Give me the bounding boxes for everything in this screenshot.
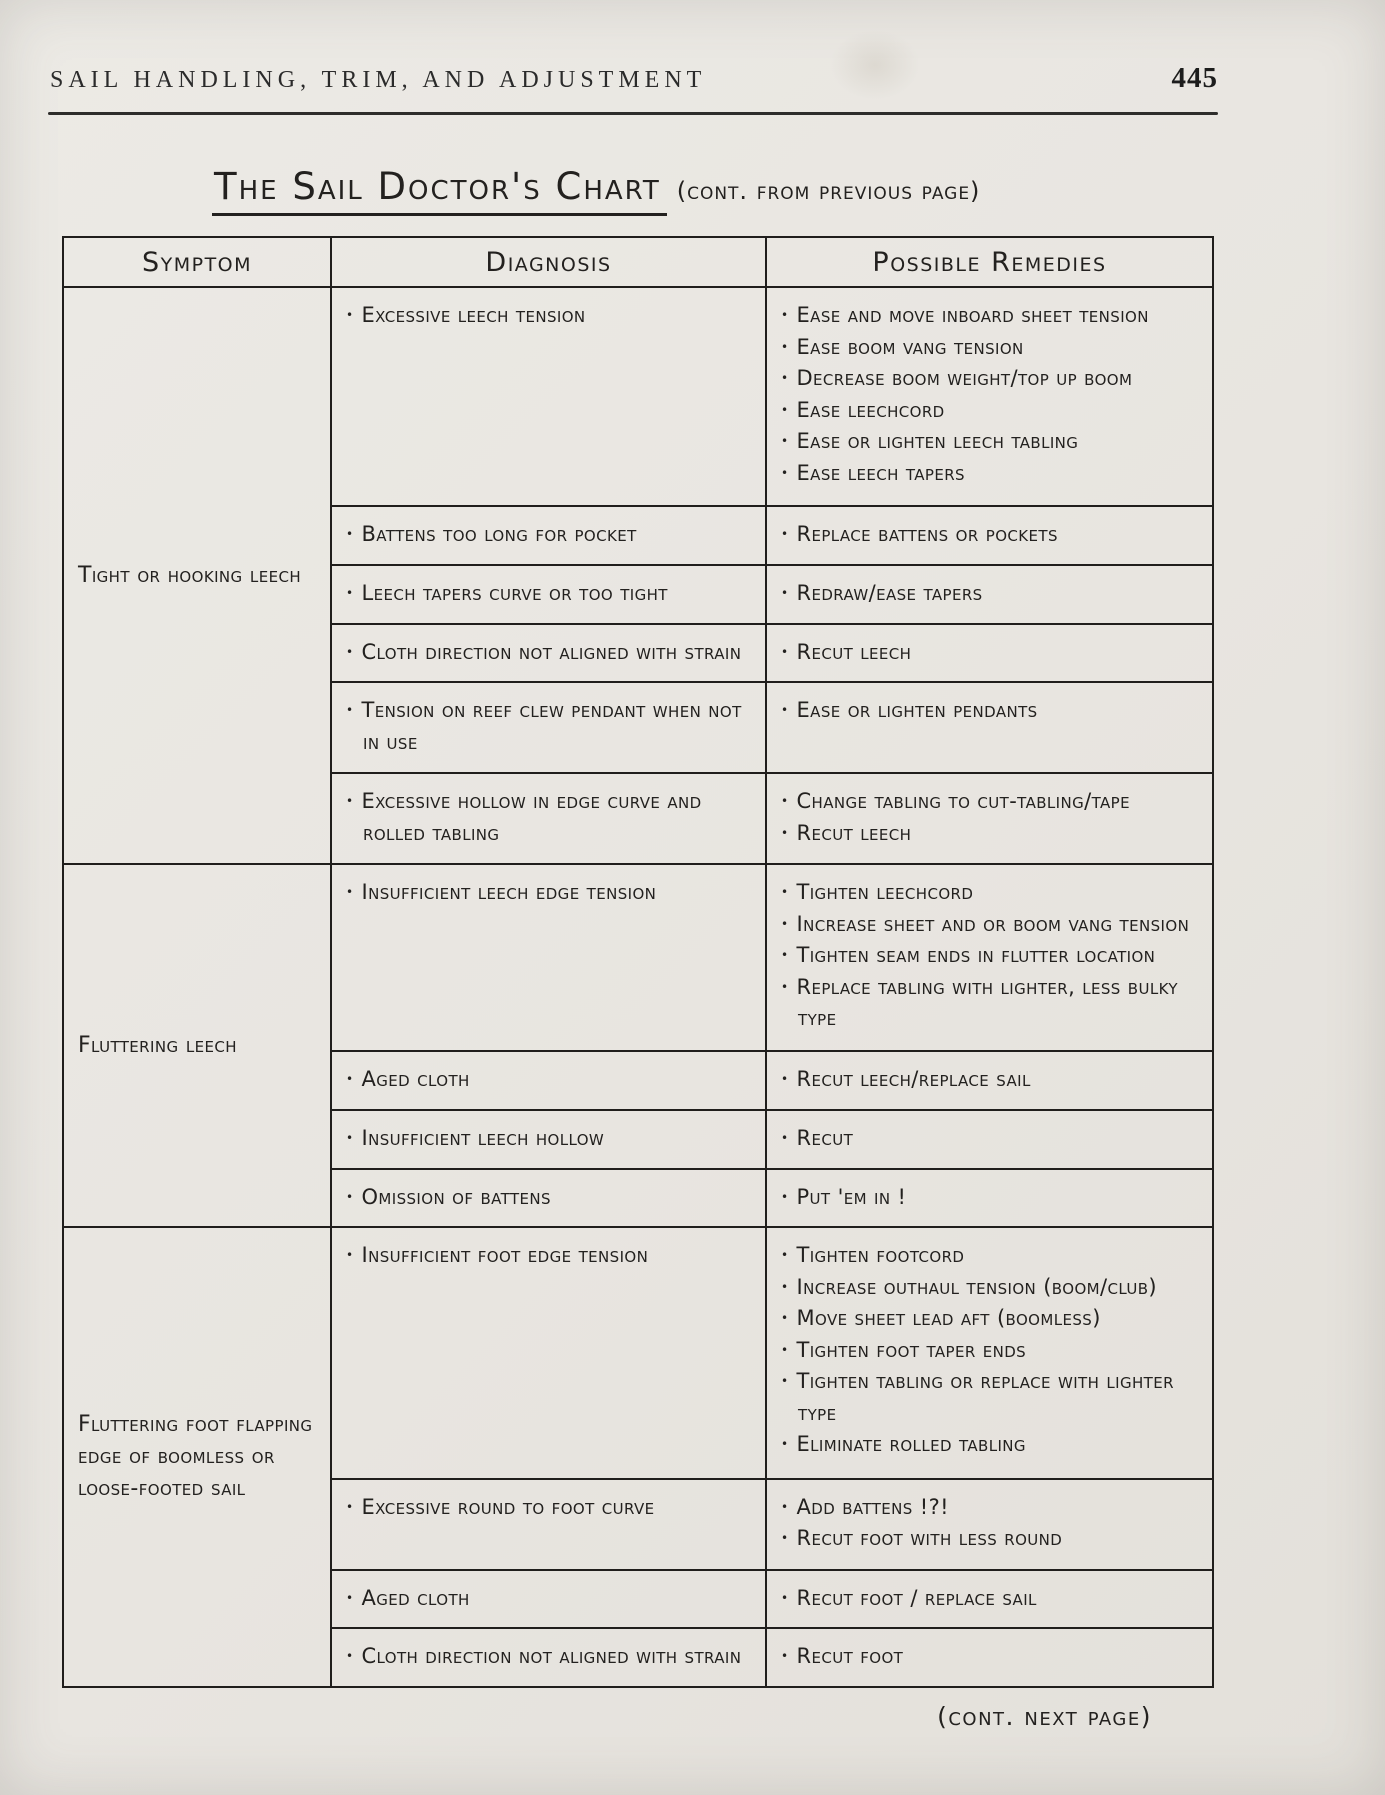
remedy-line: • Ease or lighten pendants xyxy=(781,695,1198,727)
chart-title xyxy=(212,165,980,208)
diagnosis-cell xyxy=(331,1051,766,1110)
diagnosis-cell xyxy=(331,624,766,683)
footer-note: (cont. next page) xyxy=(937,1702,1152,1731)
remedy-line: • Tighten seam ends in flutter location xyxy=(781,940,1198,972)
table-row xyxy=(63,864,1213,1051)
diagnosis-text: • Insufficient foot edge tension xyxy=(346,1240,751,1272)
remedies-cell xyxy=(766,1169,1213,1228)
column-header-diagnosis: Diagnosis xyxy=(331,237,766,287)
remedies-cell xyxy=(766,1628,1213,1687)
symptom-cell: Tight or hooking leech xyxy=(63,287,331,864)
remedies-cell xyxy=(766,773,1213,864)
remedies-cell xyxy=(766,682,1213,773)
header-row xyxy=(63,237,1213,287)
remedy-line: • Move sheet lead aft (boomless) xyxy=(781,1303,1198,1335)
remedy-line: • Recut foot / replace sail xyxy=(781,1583,1198,1615)
diagnosis-text: • Leech tapers curve or too tight xyxy=(346,578,751,610)
remedy-line: • Eliminate rolled tabling xyxy=(781,1429,1198,1461)
diagnosis-cell xyxy=(331,1628,766,1687)
page-header xyxy=(50,62,1218,95)
symptom-cell: Fluttering leech xyxy=(63,864,331,1227)
diagnosis-text: • Cloth direction not aligned with strain xyxy=(346,1641,751,1673)
diagnosis-text: • Omission of battens xyxy=(346,1182,751,1214)
remedies-cell xyxy=(766,864,1213,1051)
diagnosis-text: • Cloth direction not aligned with strain xyxy=(346,637,751,669)
remedy-line: • Decrease boom weight/top up boom xyxy=(781,363,1198,395)
diagnosis-cell xyxy=(331,1479,766,1570)
remedies-cell xyxy=(766,1227,1213,1479)
diagnosis-cell xyxy=(331,1227,766,1479)
table-row xyxy=(63,287,1213,506)
remedy-line: • Ease or lighten leech tabling xyxy=(781,426,1198,458)
remedy-line: • Recut leech xyxy=(781,637,1198,669)
chart-title-suffix: (cont. from previous page) xyxy=(676,177,981,205)
diagnosis-text: • Battens too long for pocket xyxy=(346,519,751,551)
diagnosis-cell xyxy=(331,287,766,506)
remedy-line: • Tighten tabling or replace with lighter type xyxy=(781,1366,1198,1429)
remedy-line: • Ease leech tapers xyxy=(781,458,1198,490)
remedy-line: • Tighten leechcord xyxy=(781,877,1198,909)
remedy-line: • Increase sheet and or boom vang tension xyxy=(781,909,1198,941)
diagnosis-text: • Aged cloth xyxy=(346,1064,751,1096)
diagnosis-cell xyxy=(331,1110,766,1169)
remedy-line: • Recut foot xyxy=(781,1641,1198,1673)
diagnosis-text: • Excessive round to foot curve xyxy=(346,1492,751,1524)
remedy-line: • Recut foot with less round xyxy=(781,1523,1198,1555)
header-rule xyxy=(48,112,1218,115)
remedies-cell xyxy=(766,1570,1213,1629)
diagnosis-cell xyxy=(331,1570,766,1629)
remedies-cell xyxy=(766,506,1213,565)
remedy-line: • Tighten footcord xyxy=(781,1240,1198,1272)
diagnosis-text: • Tension on reef clew pendant when not in use xyxy=(346,695,751,758)
remedy-line: • Tighten foot taper ends xyxy=(781,1335,1198,1367)
remedy-line: • Increase outhaul tension (boom/club) xyxy=(781,1272,1198,1304)
remedy-line: • Replace battens or pockets xyxy=(781,519,1198,551)
diagnosis-text: • Aged cloth xyxy=(346,1583,751,1615)
remedies-cell xyxy=(766,624,1213,683)
symptom-cell: Fluttering foot flapping edge of boomless or loose-footed sail xyxy=(63,1227,331,1687)
remedy-line: • Add battens !?! xyxy=(781,1492,1198,1524)
remedy-line: • Ease boom vang tension xyxy=(781,332,1198,364)
chart-table-head xyxy=(63,237,1213,287)
remedies-cell xyxy=(766,287,1213,506)
remedy-line: • Recut leech/replace sail xyxy=(781,1064,1198,1096)
table-row xyxy=(63,1227,1213,1479)
remedy-line: • Put 'em in ! xyxy=(781,1182,1198,1214)
diagnosis-text: • Excessive hollow in edge curve and rolled tabling xyxy=(346,786,751,849)
remedy-line: • Recut xyxy=(781,1123,1198,1155)
chart-table xyxy=(62,236,1214,1688)
remedies-cell xyxy=(766,1051,1213,1110)
diagnosis-cell xyxy=(331,773,766,864)
remedies-cell xyxy=(766,1110,1213,1169)
remedy-line: • Ease leechcord xyxy=(781,395,1198,427)
remedy-line: • Change tabling to cut-tabling/tape xyxy=(781,786,1198,818)
chart-table-body xyxy=(63,287,1213,1687)
diagnosis-cell xyxy=(331,682,766,773)
column-header-symptom: Symptom xyxy=(63,237,331,287)
diagnosis-cell xyxy=(331,1169,766,1228)
remedies-cell xyxy=(766,565,1213,624)
remedy-line: • Recut leech xyxy=(781,818,1198,850)
running-title: SAIL HANDLING, TRIM, AND ADJUSTMENT xyxy=(50,67,707,93)
remedies-cell xyxy=(766,1479,1213,1570)
diagnosis-text: • Excessive leech tension xyxy=(346,300,751,332)
column-header-remedies: Possible Remedies xyxy=(766,237,1213,287)
remedy-line: • Redraw/ease tapers xyxy=(781,578,1198,610)
chart-title-main: The Sail Doctor's Chart xyxy=(212,165,667,216)
diagnosis-cell xyxy=(331,864,766,1051)
page-number: 445 xyxy=(1171,62,1218,94)
diagnosis-cell xyxy=(331,506,766,565)
diagnosis-cell xyxy=(331,565,766,624)
diagnosis-text: • Insufficient leech hollow xyxy=(346,1123,751,1155)
diagnosis-text: • Insufficient leech edge tension xyxy=(346,877,751,909)
remedy-line: • Ease and move inboard sheet tension xyxy=(781,300,1198,332)
remedy-line: • Replace tabling with lighter, less bulky type xyxy=(781,972,1198,1035)
